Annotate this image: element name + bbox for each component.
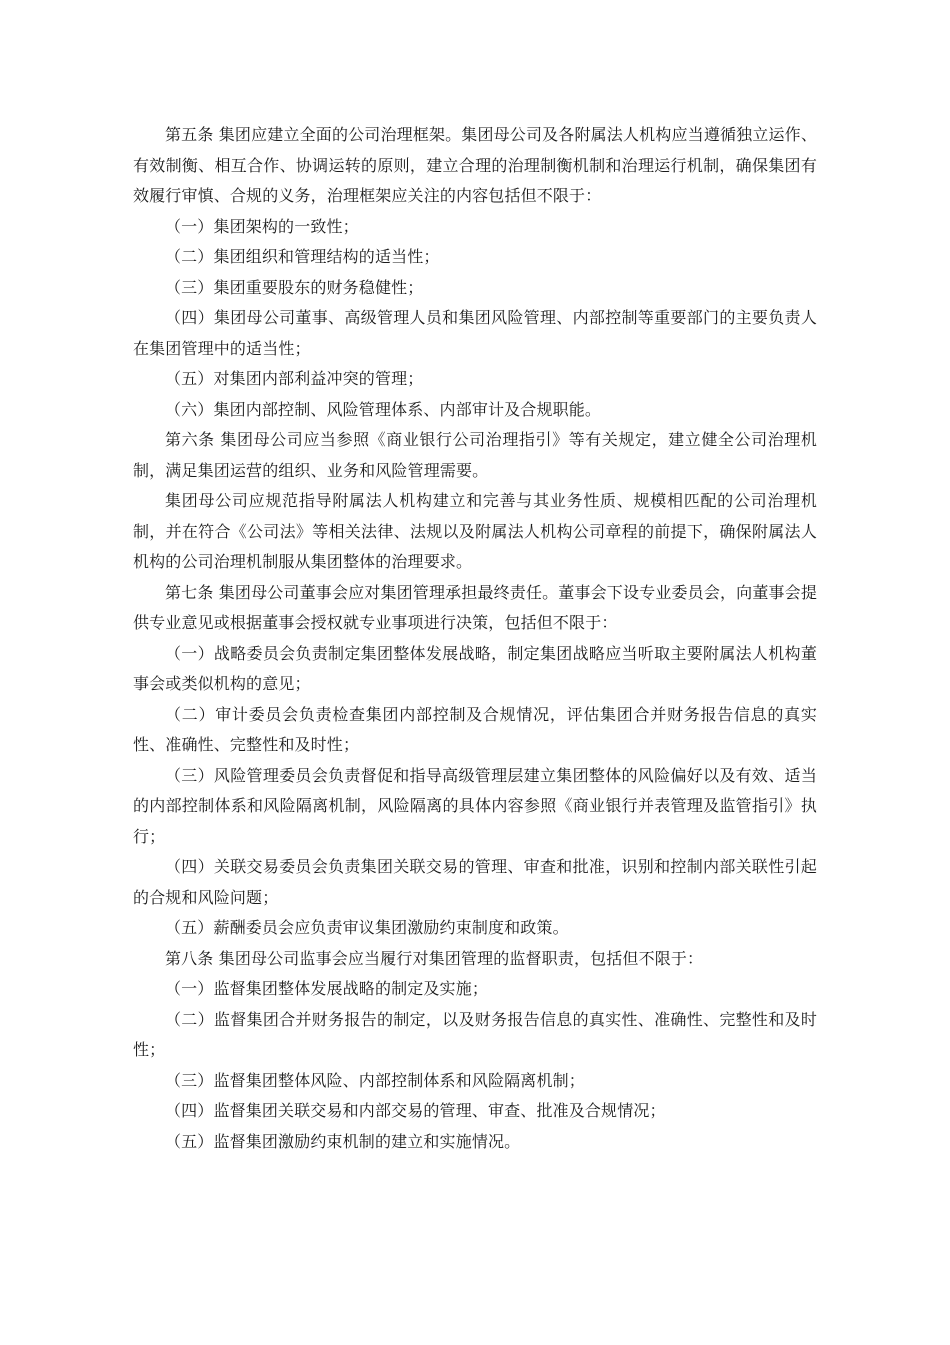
article-7-item-1: （一）战略委员会负责制定集团整体发展战略，制定集团战略应当听取主要附属法人机构董事会或类似机构的意见； [133,643,817,693]
article-8-item-1: （一）监督集团整体发展战略的制定及实施； [165,979,489,998]
article-8-item-2: （二）监督集团合并财务报告的制定，以及财务报告信息的真实性、准确性、完整性和及时性； [133,1009,817,1059]
article-7-item-5: （五）薪酬委员会应负责审议集团激励约束制度和政策。 [165,918,569,937]
article-7-item-3: （三）风险管理委员会负责督促和指导高级管理层建立集团整体的风险偏好以及有效、适当的内部控制体系和风险隔离机制，风险隔离的具体内容参照《商业银行并表管理及监管指引》执行； [133,765,817,846]
article-5-item-3: （三）集团重要股东的财务稳健性； [165,277,424,297]
article-5-item-2: （二）集团组织和管理结构的适当性； [165,247,440,266]
article-7-item-4: （四）关联交易委员会负责集团关联交易的管理、审查和批准，识别和控制内部关联性引起的合规和风险问题； [133,857,817,907]
article-5-item-5: （五）对集团内部利益冲突的管理； [165,369,424,388]
article-8-item-5: （五）监督集团激励约束机制的建立和实施情况。 [165,1131,521,1151]
article-8-item-4: （四）监督集团关联交易和内部交易的管理、审查、批准及合规情况； [165,1101,666,1120]
article-8-item-3: （三）监督集团整体风险、内部控制体系和风险隔离机制； [165,1070,585,1090]
article-5-item-6: （六）集团内部控制、风险管理体系、内部审计及合规职能。 [165,399,602,419]
article-5-item-4: （四）集团母公司董事、高级管理人员和集团风险管理、内部控制等重要部门的主要负责人在集团管理中的适当性； [133,308,817,358]
article-7-paragraph: 第七条 集团母公司董事会应对集团管理承担最终责任。董事会下设专业委员会，向董事会提供专业意见或根据董事会授权就专业事项进行决策，包括但不限于： [133,582,817,632]
document-page [133,120,817,1157]
article-5-paragraph: 第五条 集团应建立全面的公司治理框架。集团母公司及各附属法人机构应当遵循独立运作、有效制衡、相互合作、协调运转的原则，建立合理的治理制衡机制和治理运行机制，确保集团有效履行审慎、合规的义务，治理框架应关注的内容包括但不限于： [133,125,817,205]
article-8-paragraph: 第八条 集团母公司监事会应当履行对集团管理的监督职责，包括但不限于： [165,948,704,968]
article-6-paragraph-2: 集团母公司应规范指导附属法人机构建立和完善与其业务性质、规模相匹配的公司治理机制，并在符合《公司法》等相关法律、法规以及附属法人机构公司章程的前提下，确保附属法人机构的公司治理机制服从集团整体的治理要求。 [133,491,817,571]
article-6-paragraph: 第六条 集团母公司应当参照《商业银行公司治理指引》等有关规定，建立健全公司治理机制，满足集团运营的组织、业务和风险管理需要。 [133,430,817,480]
article-5-item-1: （一）集团架构的一致性； [165,216,359,236]
article-7-item-2: （二）审计委员会负责检查集团内部控制及合规情况，评估集团合并财务报告信息的真实性、准确性、完整性和及时性； [133,704,817,754]
